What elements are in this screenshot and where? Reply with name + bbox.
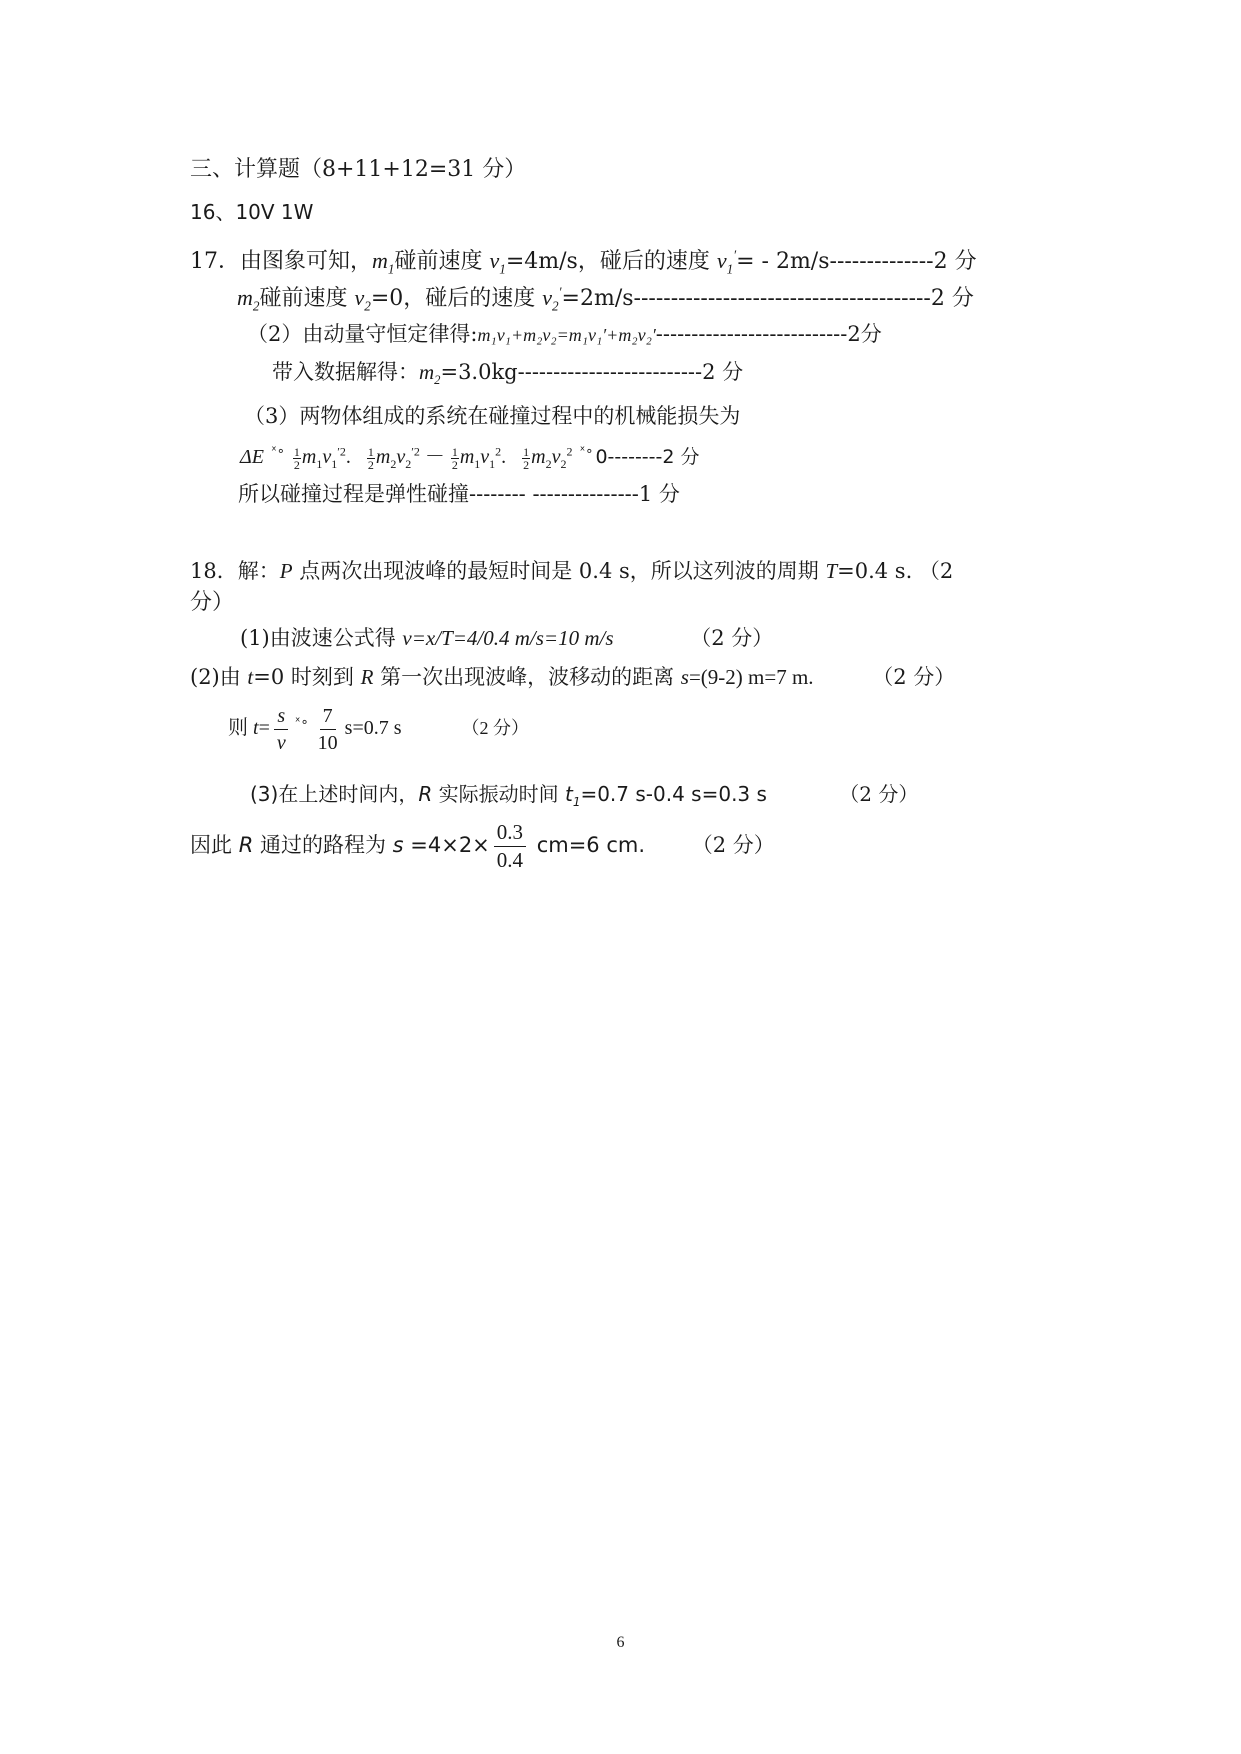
q17-l4-text-b: =3.0kg--------------------------2 分	[440, 360, 744, 384]
q18-l5-result: s=0.7 s	[344, 717, 402, 740]
q18-l4-text-b: =0 时刻到	[253, 665, 361, 689]
q17-l4-text-a: 带入数据解得：	[272, 360, 419, 384]
q18-l6-text-b: 实际振动时间	[432, 782, 565, 806]
half-fraction: $\frac{1}{2}$	[451, 444, 458, 472]
q17-l2-v2prime: $v_2'$	[542, 284, 562, 314]
q17-l1-m1: $m_1$	[372, 248, 395, 277]
q18-line-1	[190, 555, 953, 585]
q17-l2-v2: $v_2$	[354, 285, 371, 314]
equals-glyph-icon: ˣ∘	[270, 444, 285, 460]
half-fraction: $\frac{1}{2}$	[523, 444, 530, 472]
q18-line-5	[228, 706, 529, 753]
q18-line-4	[190, 661, 955, 691]
q17-l1-text-c: =4m/s，碰后的速度	[505, 249, 717, 274]
q17-l2-m2: $m_2$	[237, 285, 260, 314]
q17-l3-text-b: ---------------------------2分	[655, 322, 882, 346]
page-number: 6	[616, 1634, 625, 1651]
q17-line-6-energy-equation: ΔE $^{ˣ\circ}$ $\frac{1}{2}$ $m_1v_1^{'2}$. $\frac{1}{2}$ $m_2v_2^{'2}$ － $\frac{1}{2}$ $m_1v_1^2$. $\frac{1}{2}$ $m_2v_2^2$ $^{ˣ\circ}$ 0--------2 分	[240, 444, 700, 472]
q17-line-4	[272, 356, 743, 388]
q17-l1-text-d: = - 2m/s--------------2 分	[736, 249, 977, 274]
q18-l7-r: R	[238, 833, 254, 857]
q18-l1-text-b: 点两次出现波峰的最短时间是 0.4 s，所以这列波的周期	[292, 559, 826, 583]
q18-l1-text-a: 18．解：	[190, 559, 280, 583]
q18-l7-text-a: 因此	[190, 833, 239, 857]
q18-line-3	[240, 622, 773, 652]
q17-l1-v1prime: $v_1'$	[716, 247, 737, 277]
q18-l1-t: T	[825, 559, 838, 583]
q18-l5-eq: =	[258, 717, 270, 740]
q18-l6-score: （2 分）	[839, 782, 919, 806]
q17-l4-m2: $m_2$	[419, 360, 441, 388]
q17-l2-text-b: =0，碰后的速度	[370, 286, 543, 311]
q17-l1-text-a: 17．由图象可知，	[190, 249, 372, 274]
q17-l6-result: 0--------2 分	[595, 446, 700, 468]
q18-l6-t1: $t_1$	[564, 782, 581, 809]
q18-l6-text-a: (3)在上述时间内，	[250, 782, 419, 806]
q17-line-1	[190, 244, 977, 277]
q16-answer: 16、10V 1W	[190, 200, 314, 224]
q18-fraction-7-over-10: $\frac{7}{10}$	[317, 705, 338, 754]
q18-l7-text-c: =4×2×	[403, 833, 490, 857]
q18-l3-score: （2 分）	[690, 626, 774, 650]
q17-line-7: 所以碰撞过程是弹性碰撞-------- ---------------1 分	[238, 482, 680, 506]
q18-l3-formula: v=x/T=4/0.4 m/s=10 m/s	[402, 626, 614, 650]
q17-l3-text-a: （2）由动量守恒定律得:	[247, 322, 478, 346]
q18-l1-p: P	[279, 559, 293, 583]
q18-l4-text-c: 第一次出现波峰，波移动的距离	[373, 665, 681, 689]
q18-l4-text-a: (2)由	[190, 665, 248, 689]
q18-l5-text-a: 则	[228, 717, 253, 740]
q17-l2-text-c: =2m/s----------------------------------------2 分	[561, 286, 974, 311]
q17-delta-e: ΔE	[240, 446, 264, 468]
q17-line-5: （3）两物体组成的系统在碰撞过程中的机械能损失为	[244, 404, 741, 428]
q17-l1-text-b: 碰前速度	[394, 249, 490, 274]
q18-l4-t: t	[247, 665, 254, 689]
q18-l4-text-d: =(9-2) m=7 m.	[688, 665, 814, 689]
q18-fraction-0.3-over-0.4: $\frac{0.3}{0.4}$	[494, 822, 526, 871]
q18-line-7	[190, 822, 775, 871]
q18-line-6	[250, 778, 918, 809]
q18-l7-text-d: cm=6 cm.	[530, 833, 646, 857]
q18-l7-s: s	[392, 833, 404, 857]
q17-l1-v1: $v_1$	[489, 248, 506, 277]
section-title: 三、计算题（8+11+12=31 分）	[190, 157, 527, 182]
equals-glyph-icon: ˣ∘	[294, 715, 309, 731]
q18-l3-text-a: (1)由波速公式得	[240, 626, 403, 650]
q18-l4-score: （2 分）	[872, 665, 956, 689]
q18-l7-score: （2 分）	[691, 833, 775, 857]
q18-l4-r: R	[360, 665, 374, 689]
q18-fraction-s-over-v: $\frac{s}{v}$	[274, 706, 289, 753]
q18-l5-t: t	[253, 717, 259, 740]
q18-l6-text-c: =0.7 s-0.4 s=0.3 s	[580, 782, 767, 806]
q17-l2-text-a: 碰前速度	[259, 286, 355, 311]
q18-l4-s: s	[680, 665, 689, 689]
q18-l1-text-c: =0.4 s. （2	[837, 559, 954, 583]
half-fraction: $\frac{1}{2}$	[367, 444, 374, 472]
q18-l7-text-b: 通过的路程为	[253, 833, 393, 857]
q18-l5-score: （2 分）	[461, 718, 530, 739]
q17-line-2	[237, 281, 974, 314]
half-fraction: $\frac{1}{2}$	[293, 444, 300, 472]
q17-l3-equation: m₁v₁+m₂v₂=m₁v₁′+m₂v₂′	[477, 325, 656, 345]
q18-l6-r: R	[418, 782, 433, 806]
q18-line-2: 分）	[190, 590, 235, 615]
equals-glyph-icon: ˣ∘	[579, 444, 594, 460]
q17-line-3	[247, 318, 882, 348]
